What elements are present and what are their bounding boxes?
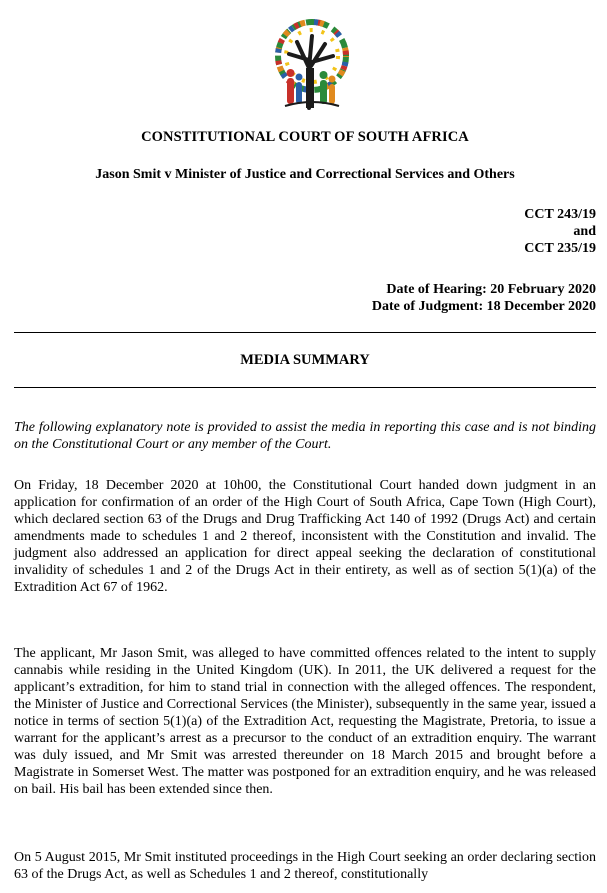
summary-paragraph: On 5 August 2015, Mr Smit instituted proceedings in the High Court seeking an order declaring section 63 of the Drugs Act, as well as Schedules 1 and 2 thereof, constitutionally bbox=[14, 850, 596, 882]
case-number-secondary: CCT 235/19 bbox=[524, 241, 596, 256]
explanatory-note: The following explanatory note is provided to assist the media in reporting this case and is not binding on the Constitutional Court or any member of the Court. bbox=[14, 420, 596, 452]
summary-paragraph: On Friday, 18 December 2020 at 10h00, the Constitutional Court handed down judgment in an application for confirmation of an order of the High Court of South Africa, Cape Town (High Court), which declared section 63 of the Drugs and Drug Trafficking Act 140 of 1992 (Drugs Act) and certain amendments made to schedules 1 and 2 thereof, inconsistent with the Constitution and invalid. The judgment also addressed an application for direct appeal seeking the declaration of constitutional invalidity of schedules 1 and 2 of the Drugs Act in their entirety, as well as of section 5(1)(a) of the Extradition Act 67 of 1962. bbox=[14, 478, 596, 595]
case-number-primary: CCT 243/19 bbox=[524, 207, 596, 222]
bottom-divider bbox=[14, 387, 596, 388]
case-dates bbox=[372, 281, 596, 315]
court-logo-icon bbox=[267, 18, 357, 118]
case-title: Jason Smit v Minister of Justice and Correctional Services and Others bbox=[95, 167, 515, 182]
case-numbers bbox=[524, 206, 596, 257]
court-name: CONSTITUTIONAL COURT OF SOUTH AFRICA bbox=[141, 129, 469, 145]
summary-paragraph: The applicant, Mr Jason Smit, was alleged to have committed offences related to the intent to supply cannabis while residing in the United Kingdom (UK). In 2011, the UK delivered a request for the applicant’s extradition, for him to stand trial in connection with the alleged offences. The respondent, the Minister of Justice and Correctional Services (the Minister), subsequently in the same year, issued a notice in terms of section 5(1)(a) of the Extradition Act, requesting the Magistrate, Pretoria, to issue a warrant for the applicant’s arrest as a precursor to the conduct of an extradition enquiry. The warrant was duly issued, and Mr Smit was arrested thereunder on 18 March 2015 and brought before a Magistrate in Somerset West. The matter was postponed for an extradition enquiry, and he was released on bail. His bail has been extended since then. bbox=[14, 646, 596, 797]
date-of-judgment: Date of Judgment: 18 December 2020 bbox=[371, 299, 596, 314]
section-title: MEDIA SUMMARY bbox=[240, 352, 370, 368]
top-divider bbox=[14, 332, 596, 333]
case-number-conjunction: and bbox=[573, 224, 596, 239]
date-of-hearing: Date of Hearing: 20 February 2020 bbox=[386, 282, 596, 297]
